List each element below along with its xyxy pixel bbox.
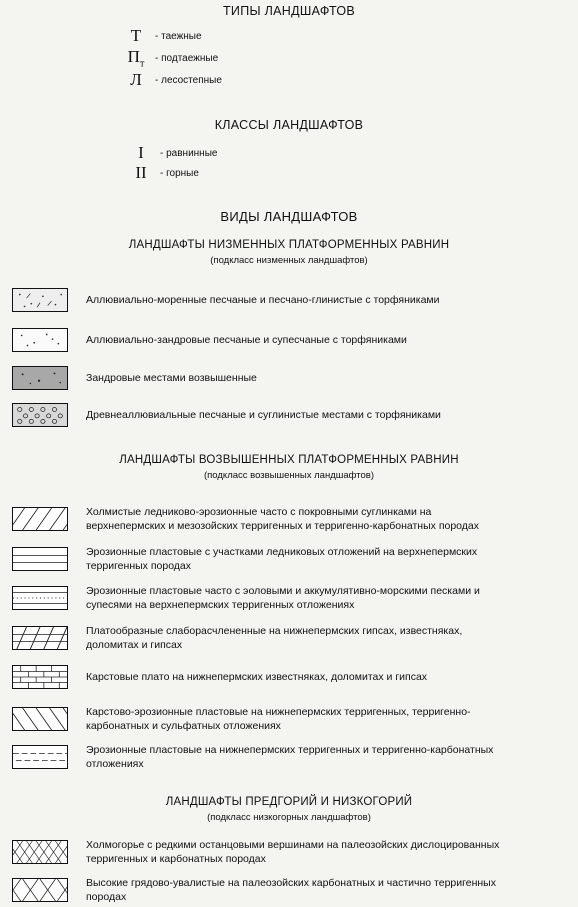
- legend-item: [12, 366, 572, 390]
- hatch-swatch-cross-wide: [12, 878, 68, 902]
- kinds-title: ВИДЫ ЛАНДШАФТОВ: [220, 209, 358, 224]
- hatch-swatch-cross-fine: [12, 840, 68, 864]
- legend-text: Эрозионные пластовые с участками ледниковых отложений на верхнепермских терригенных породах: [86, 546, 478, 572]
- class-symbol: II: [135, 163, 147, 182]
- type-symbol: Т: [130, 26, 142, 45]
- legend-item: [12, 665, 572, 689]
- classes-title: КЛАССЫ ЛАНДШАФТОВ: [214, 118, 364, 132]
- legend-item: [12, 545, 572, 573]
- type-label: - таежные: [155, 30, 202, 42]
- legend-text: Холмогорье с редкими останцовыми вершинами на палеозойских дислоцированных терригенных и карбонатных породах: [86, 839, 500, 865]
- legend-item: [12, 705, 572, 733]
- legend-text: Древнеаллювиальные песчаные и суглинистые местами с торфяниками: [86, 409, 441, 421]
- hatch-swatch-brick-diagonal: [12, 626, 68, 650]
- legend-item: [12, 328, 572, 352]
- hatch-swatch-short-dash: [12, 745, 68, 769]
- legend-text: Холмистые ледниково-эрозионные часто с покровными суглинками на верхнепермских и мезозойских терригенных и терригенно-карбонатных породах: [86, 506, 480, 532]
- legend-item: [12, 743, 572, 771]
- legend-item: [12, 876, 572, 904]
- legend-text: Эрозионные пластовые часто с эоловыми и аккумулятивно-морскими песками и супесями на верхнепермских терригенных отложениях: [86, 585, 480, 611]
- class-row-mountain: [128, 164, 199, 182]
- type-symbol: Л: [130, 70, 142, 89]
- type-symbol: $П_т$: [127, 46, 145, 70]
- foothills-subtitle: (подкласс низкогорных ландшафтов): [207, 812, 371, 823]
- class-symbol: I: [138, 143, 144, 162]
- hatch-swatch-brick: [12, 665, 68, 689]
- elevated-title: ЛАНДШАФТЫ ВОЗВЫШЕННЫХ ПЛАТФОРМЕННЫХ РАВНИН: [119, 454, 459, 466]
- hatch-swatch-diagonal: [12, 507, 68, 531]
- hatch-swatch-sparse-dots: [12, 328, 68, 352]
- hatch-swatch-grey-dots: [12, 366, 68, 390]
- type-row-subtaiga: [123, 46, 219, 70]
- foothills-title: ЛАНДШАФТЫ ПРЕДГОРИЙ И НИЗКОГОРИЙ: [165, 796, 413, 808]
- class-label: - равнинные: [160, 147, 218, 159]
- hatch-swatch-circles: [12, 403, 68, 427]
- legend-item: [12, 624, 572, 652]
- legend-text: Платообразные слаборасчлененные на нижнепермских гипсах, известняках, доломитах и гипсах: [86, 625, 463, 651]
- lowland-subtitle: (подкласс низменных ландшафтов): [210, 255, 368, 266]
- elevated-subtitle: (подкласс возвышенных ландшафтов): [204, 470, 374, 481]
- legend-item: [12, 584, 572, 612]
- type-label: - лесостепные: [155, 74, 222, 86]
- legend-text: Высокие грядово-увалистые на палеозойских карбонатных и частично терригенных породах: [86, 877, 496, 903]
- hatch-swatch-horizontal: [12, 547, 68, 571]
- class-label: - горные: [160, 167, 199, 179]
- legend-item: [12, 403, 572, 427]
- type-row-forest-steppe: [123, 71, 222, 89]
- legend-item: [12, 838, 572, 866]
- legend-item: [12, 288, 572, 312]
- legend-text: Карстово-эрозионные пластовые на нижнепермских терригенных, терригенно- карбонатных и сульфатных отложениях: [86, 706, 471, 732]
- class-row-plain: [128, 144, 217, 162]
- hatch-swatch-backslash: [12, 707, 68, 731]
- legend-text: Зандровые местами возвышенные: [86, 372, 257, 384]
- legend-item: [12, 505, 572, 533]
- type-label: - подтаежные: [155, 52, 219, 64]
- legend-text: Карстовые плато на нижнепермских известняках, доломитах и гипсах: [86, 671, 428, 683]
- legend-text: Эрозионные пластовые на нижнепермских терригенных и терригенно-карбонатных отложениях: [86, 744, 494, 770]
- types-title: ТИПЫ ЛАНДШАФТОВ: [223, 4, 355, 18]
- type-row-taiga: [123, 27, 202, 45]
- lowland-title: ЛАНДШАФТЫ НИЗМЕННЫХ ПЛАТФОРМЕННЫХ РАВНИН: [128, 239, 450, 251]
- legend-text: Аллювиально-моренные песчаные и песчано-глинистые с торфяниками: [86, 294, 440, 306]
- hatch-swatch-dots-dash: [12, 288, 68, 312]
- legend-text: Аллювиально-зандровые песчаные и супесчаные с торфяниками: [86, 334, 407, 346]
- hatch-swatch-dotted-lines: [12, 586, 68, 610]
